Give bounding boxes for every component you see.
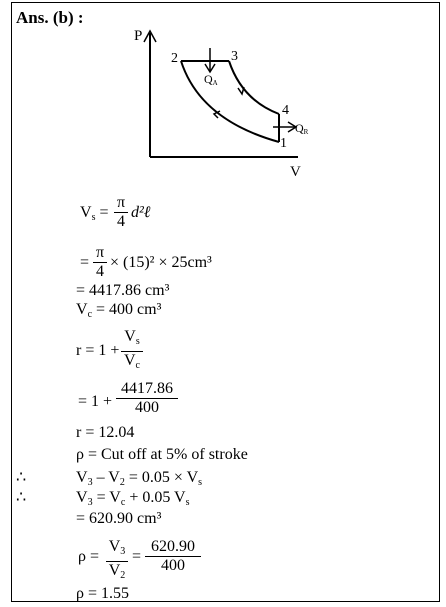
r-prefix: r = 1 + <box>76 342 120 359</box>
compression-ratio-result: r = 12.04 <box>76 424 135 441</box>
v-axis-label: V <box>290 164 301 180</box>
v3vc-mid: = V <box>92 489 121 506</box>
v3v2-sub3: 3 <box>87 477 93 488</box>
clearance-volume <box>76 301 161 324</box>
vs-over-vc <box>121 328 143 375</box>
vs-lhs <box>80 204 109 227</box>
qa-label-sub: A <box>212 79 218 87</box>
r-den-sub: c <box>135 360 140 371</box>
four-denominator-1: 4 <box>114 212 128 231</box>
rho-den2: 400 <box>145 556 201 575</box>
rho-den1-v: V <box>108 562 121 579</box>
v3v2-sub2: 2 <box>119 477 125 488</box>
vs-equals: = <box>99 204 109 221</box>
rho-lhs: ρ = <box>78 548 100 565</box>
r2-denominator: 400 <box>116 398 178 417</box>
point-1-label: 1 <box>280 136 287 151</box>
p-axis-label: P <box>134 28 143 44</box>
vc-subscript: c <box>87 309 93 320</box>
v3-value: = 620.90 cm³ <box>76 510 162 527</box>
answer-heading: Ans. (b) : <box>16 8 84 27</box>
pi-numerator-1: π <box>116 194 126 211</box>
cutoff-definition: ρ = Cut off at 5% of stroke <box>76 446 248 463</box>
expansion-arrow <box>238 87 244 94</box>
v3v2-mid: – V <box>92 469 120 486</box>
pi-numerator-2: π <box>95 244 105 261</box>
therefore-symbol-1: ∴ <box>16 469 27 486</box>
r-num-v: V <box>124 328 136 345</box>
pi-over-four-1 <box>114 194 128 231</box>
v3vc-subc: c <box>120 497 126 508</box>
v3vc-subs: s <box>185 497 190 508</box>
four-denominator-2: 4 <box>93 262 107 281</box>
r-denominator <box>121 351 143 375</box>
qr-label-sub: R <box>303 128 309 136</box>
vs-symbol: V <box>80 204 92 221</box>
v3-over-v2 <box>106 538 128 585</box>
line2-equals: = <box>80 254 90 271</box>
rho-num1 <box>106 538 128 561</box>
d2l-term: d²ℓ <box>131 204 151 221</box>
point-3-label: 3 <box>231 49 238 64</box>
rho-num1-v: V <box>108 538 121 555</box>
rho-equals-2: = <box>132 548 142 565</box>
v3v2-tail: = 0.05 × V <box>124 469 199 486</box>
rho-num2: 620.90 <box>151 538 195 555</box>
qa-label-main: Q <box>204 72 213 86</box>
line2-tail: × (15)² × 25cm³ <box>110 254 212 271</box>
v3vc-v: V <box>76 489 88 506</box>
r2-numerator: 4417.86 <box>121 380 173 397</box>
vs-subscript: s <box>91 212 96 223</box>
v3v2-subs: s <box>198 477 203 488</box>
cutoff-ratio-result: ρ = 1.55 <box>76 585 130 602</box>
rho-num1-sub: 3 <box>120 546 126 557</box>
rho-den1 <box>106 561 128 585</box>
point-4-label: 4 <box>282 103 289 118</box>
point-2-label: 2 <box>171 51 178 66</box>
r-numeric-fraction <box>116 380 178 417</box>
compression-curve <box>181 61 279 142</box>
pi-over-four-2 <box>93 244 107 281</box>
therefore-symbol-2: ∴ <box>16 489 27 506</box>
vc-symbol: V <box>76 301 88 318</box>
swept-volume-result: = 4417.86 cm³ <box>76 282 170 299</box>
v3v2-v: V <box>76 469 88 486</box>
v3-equals-vc <box>76 489 190 512</box>
rho-den1-sub: 2 <box>120 570 126 581</box>
qr-label <box>295 121 309 136</box>
rho-numeric-fraction <box>145 538 201 575</box>
expansion-curve <box>229 61 279 114</box>
qr-label-main: Q <box>295 121 304 135</box>
r-numerator <box>121 328 143 351</box>
r-num-sub: s <box>135 336 140 347</box>
qa-label <box>204 72 218 87</box>
v3vc-tail: + 0.05 V <box>125 489 186 506</box>
vc-value: = 400 cm³ <box>92 301 162 318</box>
r2-prefix: = 1 + <box>78 393 113 410</box>
r-den-v: V <box>123 352 136 369</box>
v3vc-sub3: 3 <box>87 497 93 508</box>
